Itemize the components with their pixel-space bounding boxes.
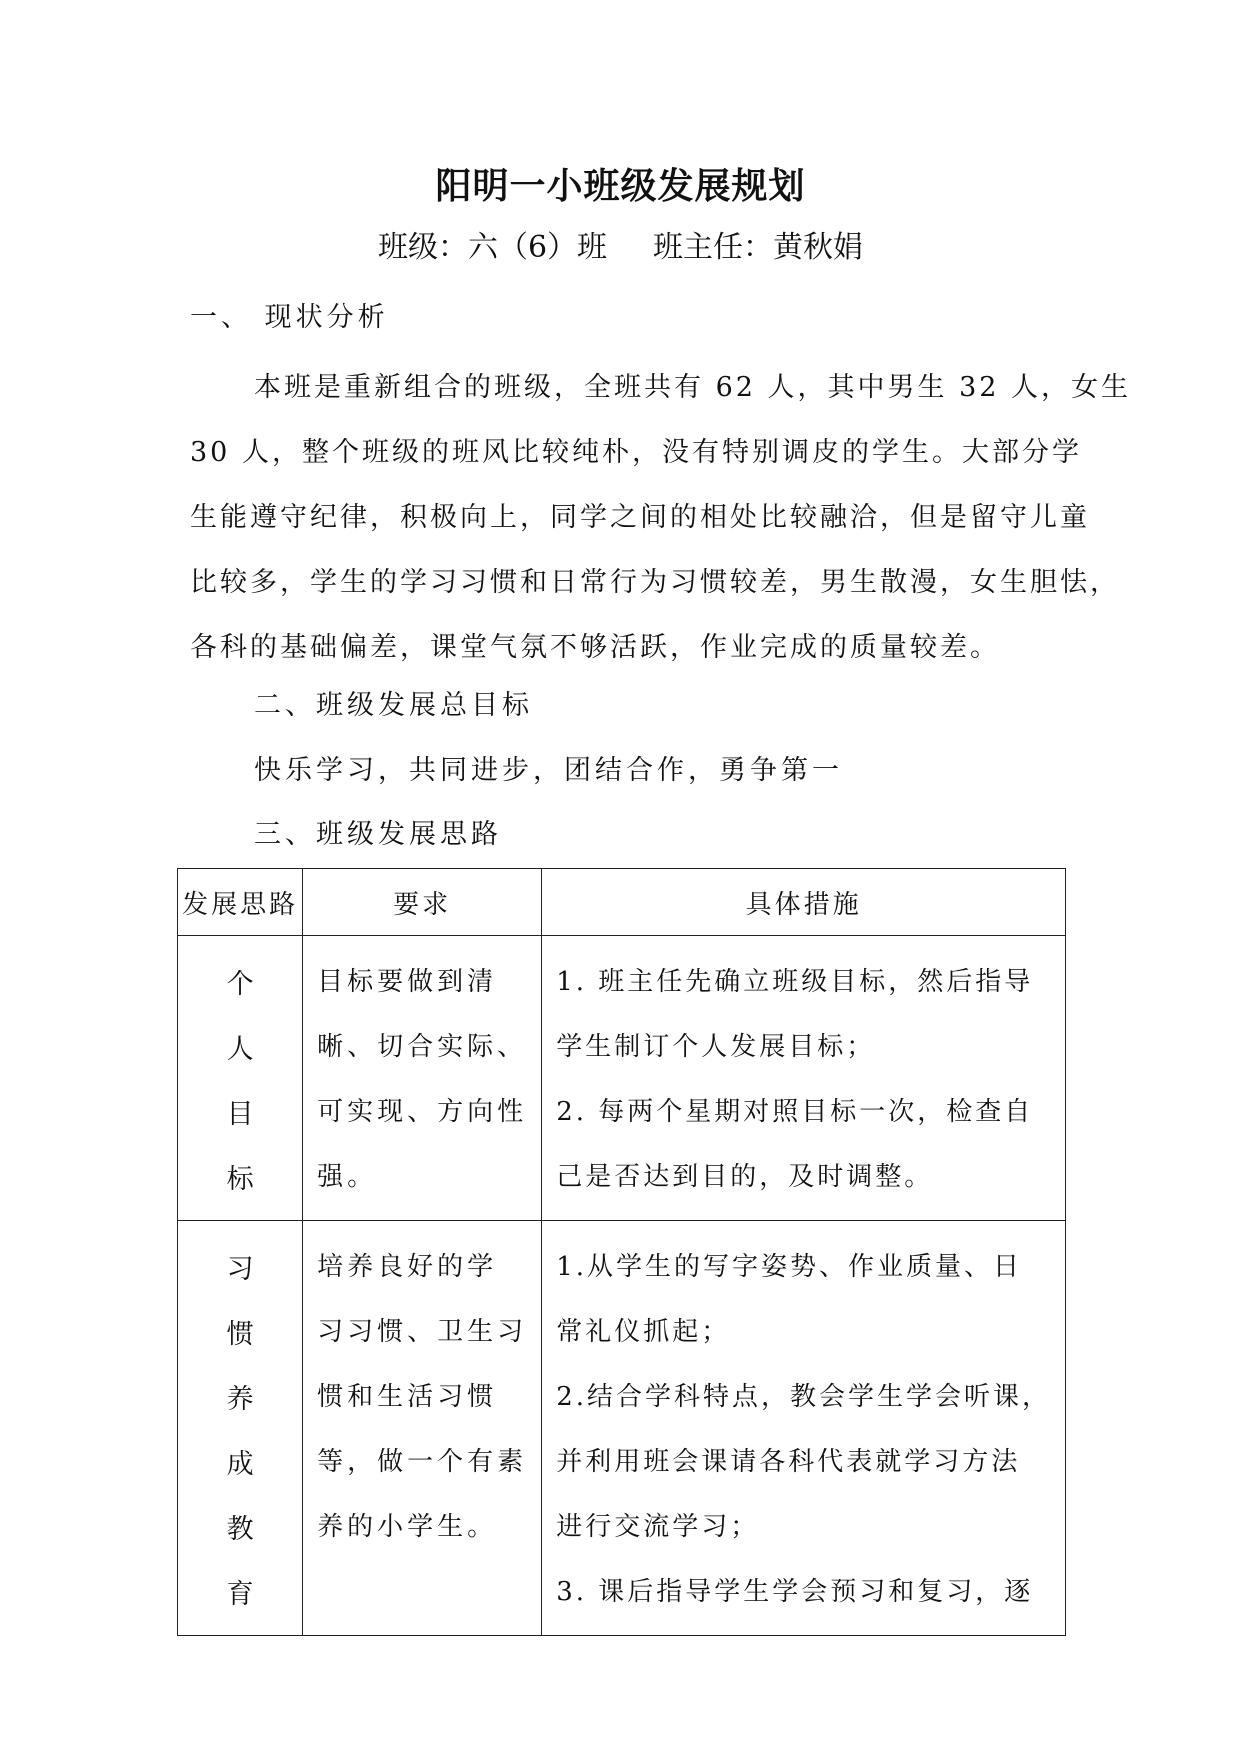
- header-requirement: 要求: [303, 869, 542, 936]
- section2-heading: 二、班级发展总目标: [254, 690, 533, 721]
- measure-line: 学生制订个人发展目标；: [556, 1032, 876, 1062]
- class-label: 班级：六（6）班: [377, 230, 608, 265]
- idea-char: 标: [226, 1164, 254, 1195]
- section2-text: 快乐学习，共同进步，团结合作，勇争第一: [254, 755, 843, 786]
- idea-char: 惯: [226, 1319, 254, 1350]
- paragraph-line: 比较多，学生的学习习惯和日常行为习惯较差，男生散漫，女生胆怯，: [190, 567, 1120, 598]
- requirement-line: 晰、切合实际、: [317, 1032, 528, 1062]
- idea-char: 目: [226, 1099, 254, 1130]
- idea-cell: [178, 936, 303, 1221]
- section3-heading: 三、班级发展思路: [254, 819, 502, 850]
- requirement-cell: [303, 1221, 542, 1636]
- measures-cell: [542, 936, 1066, 1221]
- requirement-line: 等，做一个有素: [317, 1447, 528, 1477]
- idea-char: 习: [226, 1254, 254, 1285]
- idea-char: 教: [226, 1514, 254, 1545]
- section1-heading: 一、 现状分析: [190, 302, 389, 333]
- requirement-line: 强。: [317, 1162, 378, 1192]
- document-title: 阳明一小班级发展规划: [435, 166, 806, 207]
- measure-line: 并利用班会课请各科代表就学习方法: [556, 1447, 1021, 1477]
- requirement-line: 可实现、方向性: [317, 1097, 528, 1127]
- requirement-line: 目标要做到清: [317, 967, 498, 997]
- requirement-line: 养的小学生。: [317, 1512, 498, 1542]
- requirement-line: 培养良好的学: [317, 1252, 498, 1282]
- measure-line: 进行交流学习；: [556, 1512, 760, 1542]
- requirement-line: 惯和生活习惯: [317, 1382, 498, 1412]
- class-info: [0, 222, 1241, 266]
- measure-line: 2. 每两个星期对照目标一次，检查自: [556, 1097, 1034, 1127]
- header-idea: 发展思路: [178, 869, 303, 936]
- paragraph-line: 生能遵守纪律，积极向上，同学之间的相处比较融洽，但是留守儿童: [190, 502, 1090, 533]
- requirement-cell: [303, 936, 542, 1221]
- table-row: [178, 1221, 1066, 1636]
- table-header-row: [178, 869, 1066, 936]
- idea-char: 个: [226, 969, 254, 1000]
- measure-line: 3. 课后指导学生学会预习和复习，逐: [556, 1577, 1034, 1607]
- measure-line: 1. 班主任先确立班级目标，然后指导: [556, 967, 1034, 997]
- idea-char: 人: [226, 1034, 254, 1065]
- measure-line: 己是否达到目的，及时调整。: [556, 1162, 934, 1192]
- paragraph-line: 本班是重新组合的班级，全班共有 62 人，其中男生 32 人，女生: [254, 372, 1132, 403]
- measure-line: 2.结合学科特点，教会学生学会听课，: [556, 1382, 1051, 1412]
- header-measures: 具体措施: [542, 869, 1066, 936]
- idea-cell: [178, 1221, 303, 1636]
- teacher-label: 班主任：黄秋娟: [653, 230, 864, 265]
- measure-line: 常礼仪抓起；: [556, 1317, 731, 1347]
- paragraph-line: 各科的基础偏差，课堂气氛不够活跃，作业完成的质量较差。: [190, 632, 1000, 663]
- development-plan-table: [177, 868, 1066, 1636]
- idea-char: 养: [226, 1384, 254, 1415]
- idea-char: 成: [226, 1449, 254, 1480]
- idea-char: 育: [226, 1579, 254, 1610]
- table-row: [178, 936, 1066, 1221]
- measures-cell: [542, 1221, 1066, 1636]
- paragraph-line: 30 人，整个班级的班风比较纯朴，没有特别调皮的学生。大部分学: [190, 437, 1082, 468]
- requirement-line: 习习惯、卫生习: [317, 1317, 528, 1347]
- section1-paragraph: [190, 355, 1132, 680]
- measure-line: 1.从学生的写字姿势、作业质量、日: [556, 1252, 1022, 1282]
